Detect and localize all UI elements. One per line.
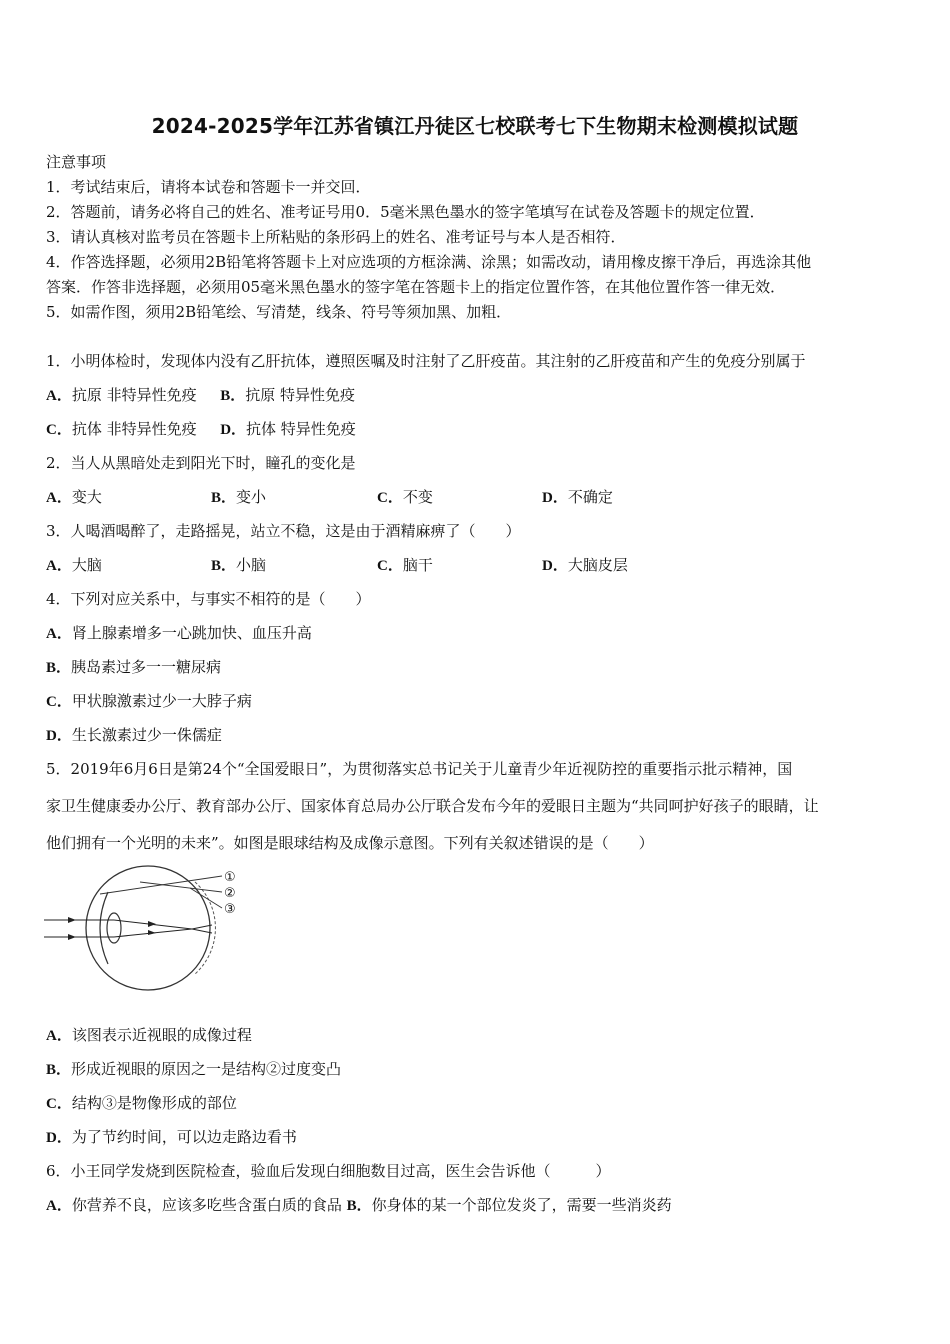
option-d-letter: D． [220,422,247,438]
option-b-letter: B． [220,388,246,404]
ray-arrow [68,934,76,940]
question-2-stem: 2．当人从黑暗处走到阳光下时，瞳孔的变化是 [46,454,356,472]
option-b: B．小脑 [211,556,267,574]
option-a: A．变大 [46,488,102,506]
option-c-letter: C． [46,422,72,438]
option-c: C．脑干 [377,556,433,574]
eyeball-diagram [40,862,250,1002]
option-b: B．变小 [211,488,267,506]
light-ray [192,929,212,933]
option-a-letter: A． [46,388,72,404]
label-2: ② [224,886,236,901]
option-c-text: 抗体 非特异性免疫 [71,420,197,438]
ray-arrow [148,921,156,927]
option-b-text: 抗原 特异性免疫 [245,386,355,404]
question-4-stem: 4．下列对应关系中，与事实不相符的是（ ） [46,590,371,608]
option-b-letter: B． [346,1198,372,1214]
light-ray [192,925,212,929]
option-d-text: 抗体 特异性免疫 [246,420,356,438]
label-3: ③ [224,902,236,917]
notice-item: 答案．作答非选择题，必须用05毫米黑色墨水的签字笔在答题卡上的指定位置作答，在其他位置作答一律无效． [46,278,786,296]
notice-item: 5．如需作图，须用2B铅笔绘、写清楚，线条、符号等须加黑、加粗． [46,303,512,321]
option-b: B．形成近视眼的原因之一是结构②过度变凸 [46,1060,342,1078]
question-1-options-row-1 [46,385,355,406]
question-5-stem: 他们拥有一个光明的未来”。如图是眼球结构及成像示意图。下列有关叙述错误的是（ ） [46,834,654,852]
eyeball-outline [86,866,210,990]
option-a-text: 抗原 非特异性免疫 [71,386,197,404]
question-5-stem: 家卫生健康委办公厅、教育部办公厅、国家体育总局办公厅联合发布今年的爱眼日主题为“共同呵护好孩子的眼睛，让 [46,797,819,815]
notice-item: 3．请认真核对监考员在答题卡上所粘贴的条形码上的姓名、准考证号与本人是否相符． [46,228,626,246]
question-3-stem: 3．人喝酒喝醉了，走路摇晃，站立不稳，这是由于酒精麻痹了（ ） [46,522,521,540]
option-c: C．结构③是物像形成的部位 [46,1094,237,1112]
question-5-stem: 5．2019年6月6日是第24个“全国爱眼日”，为贯彻落实总书记关于儿童青少年近视防控的重要指示批示精神，国 [46,760,793,778]
option-a: A．大脑 [46,556,102,574]
question-1-options-row-2 [46,419,356,440]
question-6-options-row-1 [46,1195,672,1216]
question-6-stem: 6．小王同学发烧到医院检查，验血后发现白细胞数目过高，医生会告诉他（ ） [46,1162,611,1180]
notice-heading: 注意事项 [46,153,107,171]
option-b: B．胰岛素过多一一糖尿病 [46,658,222,676]
question-1-stem: 1．小明体检时，发现体内没有乙肝抗体，遵照医嘱及时注射了乙肝疫苗。其注射的乙肝疫苗和产生的免疫分别属于 [46,352,806,370]
page-title: 2024-2025学年江苏省镇江丹徒区七校联考七下生物期末检测模拟试题 [151,114,799,138]
option-a-text: 你营养不良，应该多吃些含蛋白质的食品 [71,1196,342,1214]
option-a-letter: A． [46,1198,72,1214]
label-1: ① [224,870,236,885]
option-d: D．为了节约时间，可以边走路边看书 [46,1128,297,1146]
option-d: D．不确定 [542,488,613,506]
option-c: C．不变 [377,488,433,506]
option-a: A．肾上腺素增多一心跳加快、血压升高 [46,624,312,642]
notice-item: 1．考试结束后，请将本试卷和答题卡一并交回． [46,178,371,196]
option-d: D．生长激素过少一侏儒症 [46,726,222,744]
option-c: C．甲状腺激素过少一大脖子病 [46,692,252,710]
ray-arrow [68,917,76,923]
option-b-text: 你身体的某一个部位发炎了，需要一些消炎药 [371,1196,672,1214]
notice-item: 2．答题前，请务必将自己的姓名、准考证号用0．5毫米黑色墨水的签字笔填写在试卷及答题卡的规定位置． [46,203,765,221]
option-d: D．大脑皮层 [542,556,628,574]
lens [107,913,121,943]
label-leader [140,882,222,892]
option-a: A．该图表示近视眼的成像过程 [46,1026,252,1044]
notice-item: 4．作答选择题，必须用2B铅笔将答题卡上对应选项的方框涂满、涂黑；如需改动，请用橡皮擦干净后，再选涂其他 [46,253,812,271]
